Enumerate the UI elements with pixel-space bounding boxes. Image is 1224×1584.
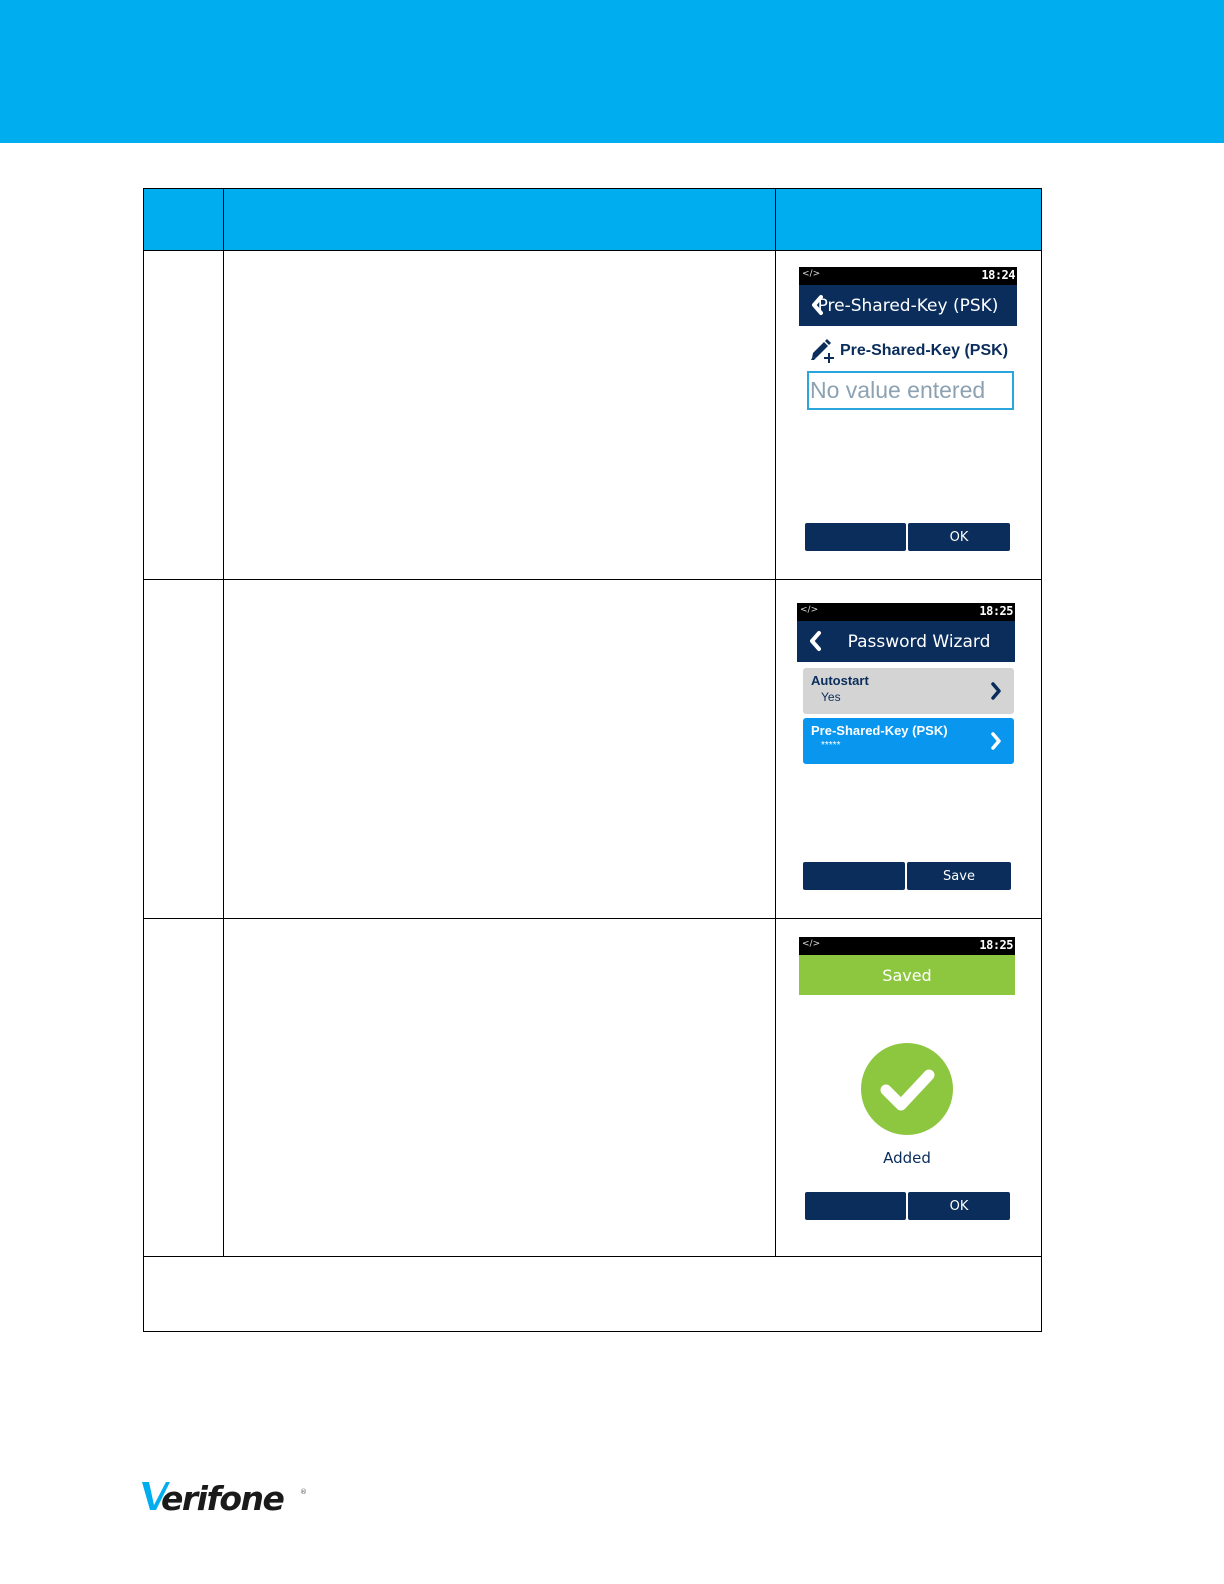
column-divider xyxy=(775,189,776,1256)
chevron-right-icon xyxy=(990,682,1002,700)
row-divider xyxy=(144,1256,1041,1257)
pencil-add-icon xyxy=(808,339,836,363)
network-status-icon: </> xyxy=(802,939,821,949)
table-header-display xyxy=(776,189,1041,250)
screen-title-bar xyxy=(799,285,1017,326)
menu-item-autostart[interactable] xyxy=(803,668,1014,714)
column-divider xyxy=(223,189,224,1256)
field-label xyxy=(799,340,1017,362)
status-bar xyxy=(799,937,1015,955)
psk-input[interactable]: No value entered xyxy=(807,371,1014,410)
clock: 18:24 xyxy=(981,268,1015,282)
status-bar xyxy=(799,267,1017,285)
status-message: Added xyxy=(883,1149,931,1167)
softkey-left[interactable] xyxy=(803,862,905,890)
back-icon[interactable] xyxy=(809,630,821,652)
row-divider xyxy=(144,579,1041,580)
row-divider xyxy=(144,918,1041,919)
terminal-screen-psk-entry xyxy=(799,267,1017,410)
svg-text:®: ® xyxy=(300,1488,307,1496)
network-status-icon: </> xyxy=(800,605,819,615)
ok-button[interactable]: OK xyxy=(908,1192,1010,1220)
status-bar xyxy=(797,603,1015,621)
softkey-left[interactable] xyxy=(805,523,906,551)
chevron-right-icon xyxy=(990,732,1002,750)
screen-title: Pre-Shared-Key (PSK) xyxy=(817,295,999,316)
menu-item-psk[interactable] xyxy=(803,718,1014,764)
network-status-icon: </> xyxy=(802,269,821,279)
softkey-left[interactable] xyxy=(805,1192,906,1220)
back-icon[interactable] xyxy=(811,294,823,316)
checkmark-circle-icon xyxy=(861,1043,953,1135)
save-button[interactable]: Save xyxy=(907,862,1011,890)
softkey-row xyxy=(803,862,1011,890)
clock: 18:25 xyxy=(979,604,1013,618)
screen-title: Password Wizard xyxy=(847,631,991,652)
field-label-text: Pre-Shared-Key (PSK) xyxy=(839,342,1009,359)
softkey-row xyxy=(805,1192,1010,1220)
softkey-row xyxy=(805,523,1010,551)
screen-title-bar xyxy=(797,621,1015,662)
menu-item-value: ***** xyxy=(821,740,841,751)
row-divider xyxy=(144,250,1041,251)
verifone-logo xyxy=(140,1476,310,1516)
clock: 18:25 xyxy=(979,938,1013,952)
menu-item-value: Yes xyxy=(821,690,841,704)
ok-button[interactable]: OK xyxy=(908,523,1010,551)
table-header-action xyxy=(224,189,775,250)
menu-item-title: Autostart xyxy=(811,673,869,688)
saved-banner: Saved xyxy=(799,955,1015,995)
terminal-screen-saved xyxy=(799,937,1015,995)
table-header-step xyxy=(144,189,223,250)
svg-text:erifone: erifone xyxy=(161,1479,284,1516)
menu-item-title: Pre-Shared-Key (PSK) xyxy=(811,723,948,738)
header-band xyxy=(0,0,1224,143)
terminal-screen-password-wizard xyxy=(797,603,1015,773)
